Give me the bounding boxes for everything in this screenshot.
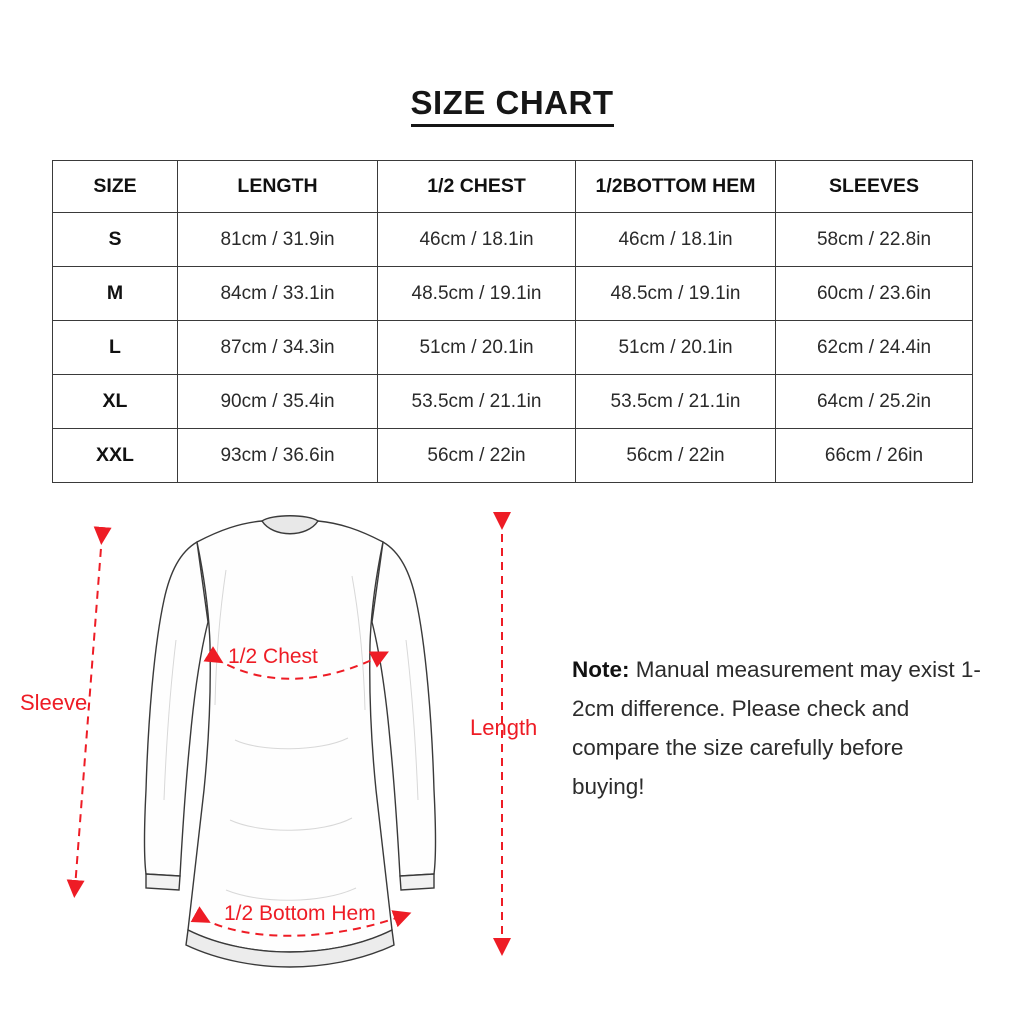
column-header-length: LENGTH [178, 161, 378, 213]
cell-sleeves: 66cm / 26in [776, 429, 973, 483]
cell-length: 87cm / 34.3in [178, 321, 378, 375]
cell-length: 84cm / 33.1in [178, 267, 378, 321]
note-body: Manual measurement may exist 1-2cm difference. Please check and compare the size carefully before buying! [572, 657, 981, 799]
measurement-diagram [30, 490, 550, 1010]
garment-shape [145, 516, 436, 967]
table-row [53, 267, 973, 321]
cell-sleeves: 58cm / 22.8in [776, 213, 973, 267]
page-title-text: SIZE CHART [411, 84, 614, 127]
note-prefix: Note: [572, 657, 630, 682]
cell-length: 93cm / 36.6in [178, 429, 378, 483]
cell-chest: 53.5cm / 21.1in [378, 375, 576, 429]
column-header-sleeves: SLEEVES [776, 161, 973, 213]
table-row [53, 375, 973, 429]
label-sleeve: Sleeve [20, 690, 88, 715]
cell-chest: 56cm / 22in [378, 429, 576, 483]
table-row [53, 213, 973, 267]
cell-length: 81cm / 31.9in [178, 213, 378, 267]
cell-hem: 53.5cm / 21.1in [576, 375, 776, 429]
cell-size: XL [53, 375, 178, 429]
cell-length: 90cm / 35.4in [178, 375, 378, 429]
cell-hem: 46cm / 18.1in [576, 213, 776, 267]
cell-hem: 51cm / 20.1in [576, 321, 776, 375]
cell-chest: 51cm / 20.1in [378, 321, 576, 375]
cell-chest: 48.5cm / 19.1in [378, 267, 576, 321]
size-chart-table [52, 160, 973, 483]
note-text [572, 650, 982, 806]
column-header-size: SIZE [53, 161, 178, 213]
table-row [53, 429, 973, 483]
page-title [0, 84, 1024, 122]
cell-sleeves: 62cm / 24.4in [776, 321, 973, 375]
column-header-chest: 1/2 CHEST [378, 161, 576, 213]
column-header-hem: 1/2BOTTOM HEM [576, 161, 776, 213]
table-header-row [53, 161, 973, 213]
cell-size: XXL [53, 429, 178, 483]
label-bottom-hem: 1/2 Bottom Hem [224, 902, 376, 925]
cell-sleeves: 64cm / 25.2in [776, 375, 973, 429]
table-row [53, 321, 973, 375]
cell-size: L [53, 321, 178, 375]
label-chest: 1/2 Chest [228, 645, 318, 668]
garment-illustration-svg [30, 490, 550, 1010]
label-length: Length [470, 715, 538, 740]
cell-sleeves: 60cm / 23.6in [776, 267, 973, 321]
cell-hem: 48.5cm / 19.1in [576, 267, 776, 321]
cell-hem: 56cm / 22in [576, 429, 776, 483]
cell-size: M [53, 267, 178, 321]
cell-chest: 46cm / 18.1in [378, 213, 576, 267]
cell-size: S [53, 213, 178, 267]
